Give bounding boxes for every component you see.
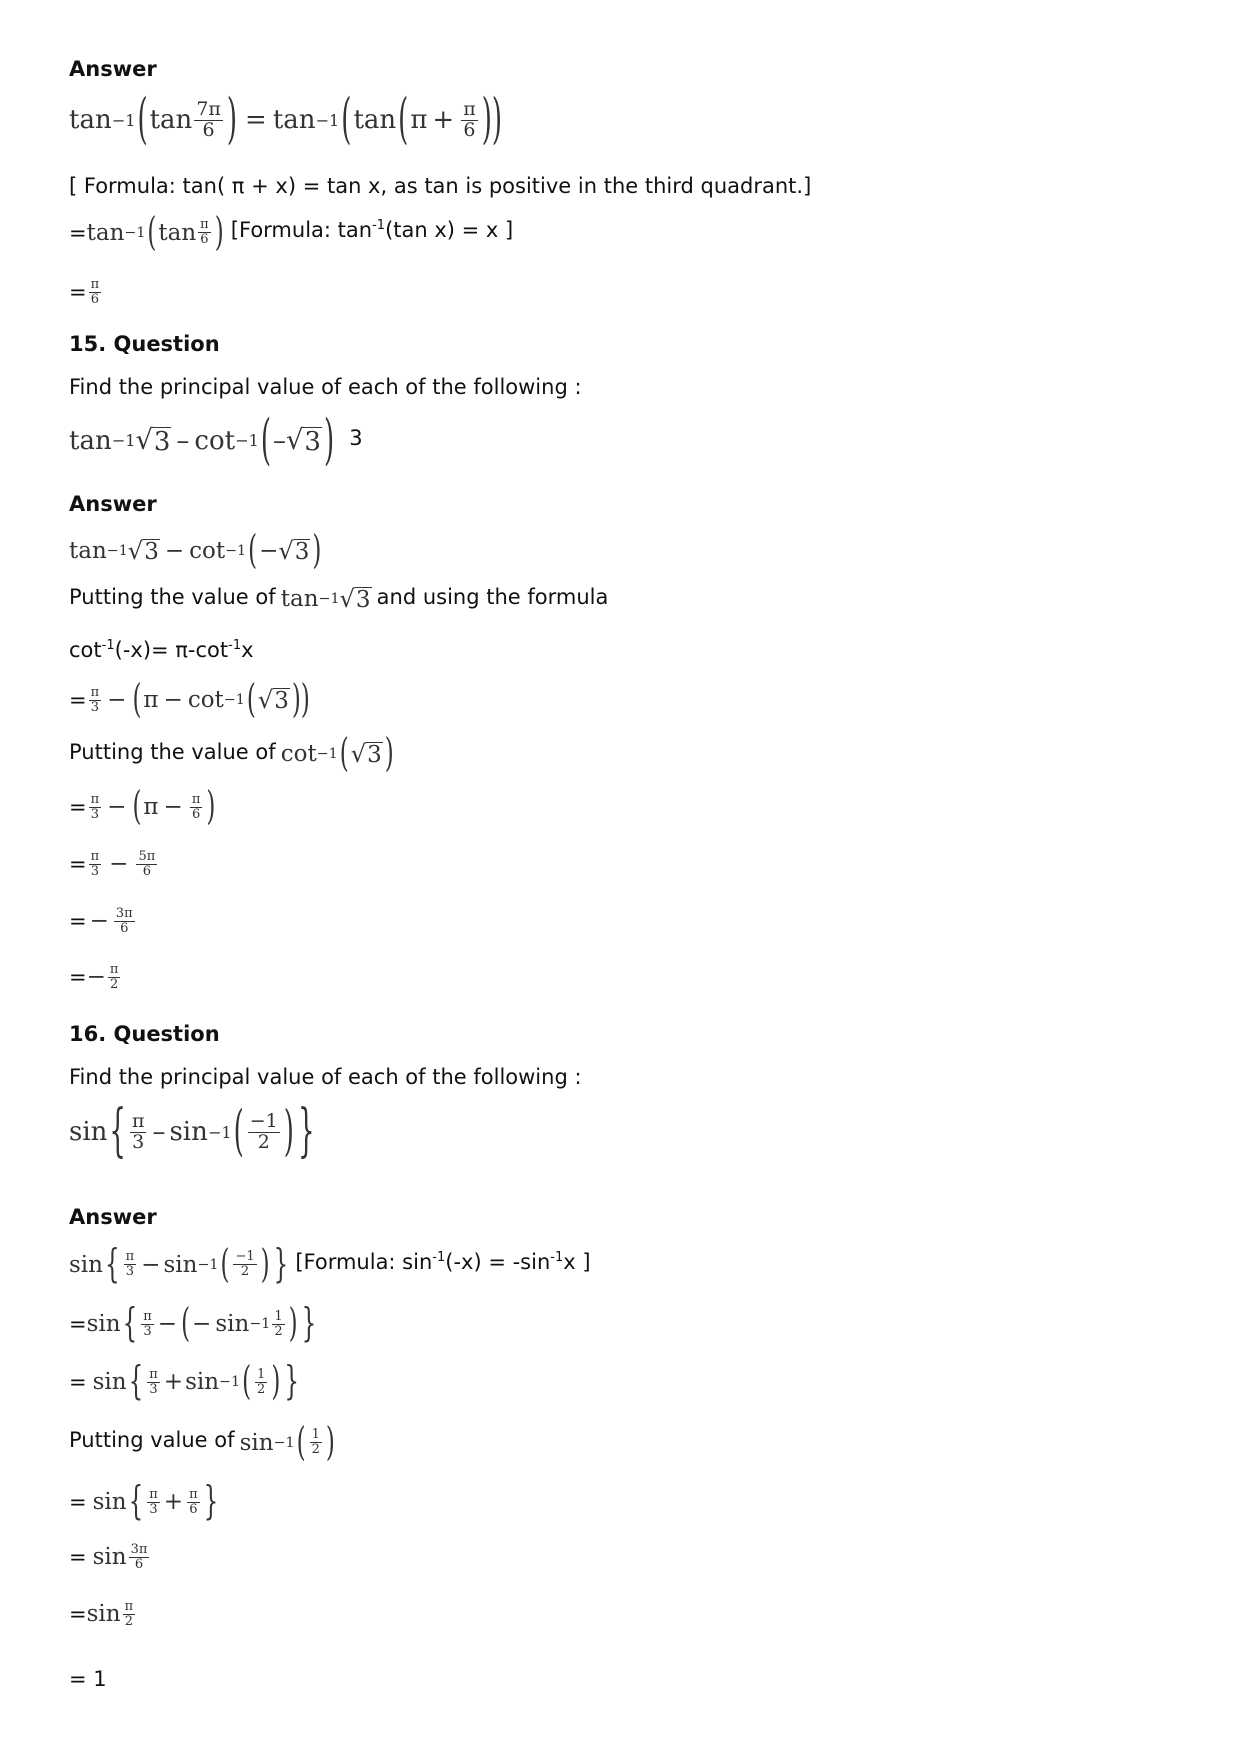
answer-heading: Answer (69, 57, 157, 81)
question-prompt: Find the principal value of each of the following : (69, 1065, 582, 1089)
equation-line: = $\frac{\pi}{3}$ − ( π − $\frac{\pi}{6}$ ) (69, 785, 216, 830)
equation-line: sin { π 3 − sin −1 ( −1 2 ) } [Formula: $\sin^{-1}(-x) = -\sin^{-1}x$ ] (69, 1242, 591, 1287)
equation-line: = sin { π 3 + sin −1 ( 1 2 ) } (69, 1360, 299, 1405)
question-expression: sin { π 3 – sin −1 ( −1 2 ) } (69, 1099, 315, 1166)
equation-line: = $\frac{\pi}{3}$ − ( π − cot −1 ( √ 3 )) (69, 678, 310, 723)
question-expression: tan −1 √ 3 – cot −1 ( – √ 3 ) 3 (69, 409, 363, 473)
equation-line: = tan −1 ( tan π 6 ) [Formula: $\tan^{-1}(\tan$ x) = x ] (69, 210, 514, 255)
equation-line: = sin { π 3 + $\frac{\pi}{6}$ } (69, 1480, 219, 1525)
equation-line: = $\frac{\pi}{3}$ − $\frac{5\pi}{6}$ (69, 849, 156, 879)
equation-line: = sin π 2 (69, 1599, 134, 1629)
final-result: = 1 (69, 1667, 107, 1691)
question-heading: 15. Question (69, 332, 220, 356)
answer-heading: Answer (69, 1205, 157, 1229)
question-heading: 16. Question (69, 1022, 220, 1046)
equation-line: = − $\frac{\pi}{2}$ (69, 962, 119, 992)
explanation-line: Putting the value of tan −1 √ 3 and using the formula (69, 585, 609, 614)
answer-heading: Answer (69, 492, 157, 516)
equation-line: = sin { π 3 − ( − sin −1 1 2 ) } (69, 1302, 317, 1347)
equation-line: tan −1 √ 3 − cot −1 ( − √ 3 ) (69, 529, 322, 574)
equation-line: = sin 3π 6 (69, 1542, 148, 1572)
formula-line: $\cot^{-1}(-x)= \pi-\cot^{-1}x$ (69, 638, 254, 662)
formula-note: [ Formula: tan( π + x) = tan x, as tan is positive in the third quadrant.] (69, 174, 812, 198)
equation-line: = − $\frac{3\pi}{6}$ (69, 906, 133, 936)
equation-line: = $\frac{\pi}{6}$ (69, 277, 100, 307)
equation-line: tan −1 ( tan 7π 6 ) = tan −1 ( tan ( π + $\frac{\pi}{6}$ )) (69, 88, 502, 152)
explanation-line: Putting value of sin −1 ( 1 2 ) (69, 1420, 335, 1465)
question-prompt: Find the principal value of each of the following : (69, 375, 582, 399)
explanation-line: Putting the value of cot −1 ( √ 3 ) (69, 732, 394, 777)
